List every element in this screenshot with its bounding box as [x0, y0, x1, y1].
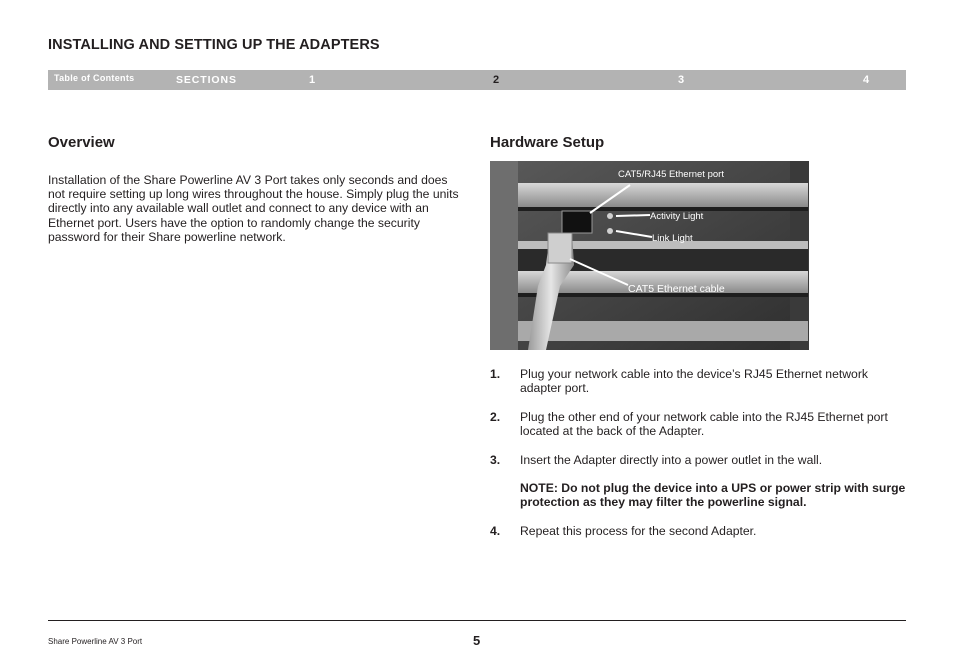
section-2-link[interactable]: 2: [493, 74, 500, 86]
step-text: Insert the Adapter directly into a power outlet in the wall.: [520, 452, 823, 467]
footer-product-name: Share Powerline AV 3 Port: [48, 637, 143, 646]
section-4-link[interactable]: 4: [863, 74, 870, 86]
photo-label-link-light: Link Light: [652, 233, 693, 244]
setup-step: [490, 410, 906, 438]
page-title: INSTALLING AND SETTING UP THE ADAPTERS: [48, 37, 380, 53]
table-of-contents-link[interactable]: Table of Contents: [54, 73, 135, 83]
step-number: 3.: [490, 452, 501, 467]
section-nav-bar: [48, 70, 906, 90]
hardware-setup-heading: Hardware Setup: [490, 134, 605, 151]
step-text: Plug your network cable into the device’s RJ45 Ethernet network adapter port.: [520, 367, 868, 396]
hardware-photo: [490, 161, 809, 350]
step-number: 1.: [490, 367, 501, 381]
step-text: Repeat this process for the second Adapter.: [520, 523, 757, 538]
step-note: NOTE: Do not plug the device into a UPS or power strip with surge protection as they may filter the powerline signal.: [520, 481, 906, 510]
overview-heading: Overview: [48, 134, 115, 151]
photo-label-activity-light: Activity Light: [650, 211, 704, 222]
footer-divider: [48, 620, 906, 621]
photo-label-cable: CAT5 Ethernet cable: [628, 283, 725, 295]
setup-steps-list: [490, 367, 906, 538]
step-text: Plug the other end of your network cable into the RJ45 Ethernet port located at the back of the Adapter.: [520, 409, 888, 439]
section-3-link[interactable]: 3: [678, 74, 685, 86]
setup-step: [490, 453, 906, 510]
photo-label-port: CAT5/RJ45 Ethernet port: [618, 169, 724, 180]
sections-label: SECTIONS: [176, 74, 237, 86]
step-number: 2.: [490, 409, 501, 424]
step-number: 4.: [490, 523, 501, 538]
section-1-link[interactable]: 1: [309, 74, 316, 86]
setup-step: [490, 367, 906, 395]
overview-paragraph: Installation of the Share Powerline AV 3 Port takes only seconds and does not require setting up long wires throughout the house. Simply plug the units directly into any available wall outlet and connect to any device with an Ethernet port. Users have the option to randomly change the security password for their Share powerline network.: [48, 173, 459, 244]
page-number: 5: [473, 633, 481, 648]
setup-step: [490, 524, 906, 538]
